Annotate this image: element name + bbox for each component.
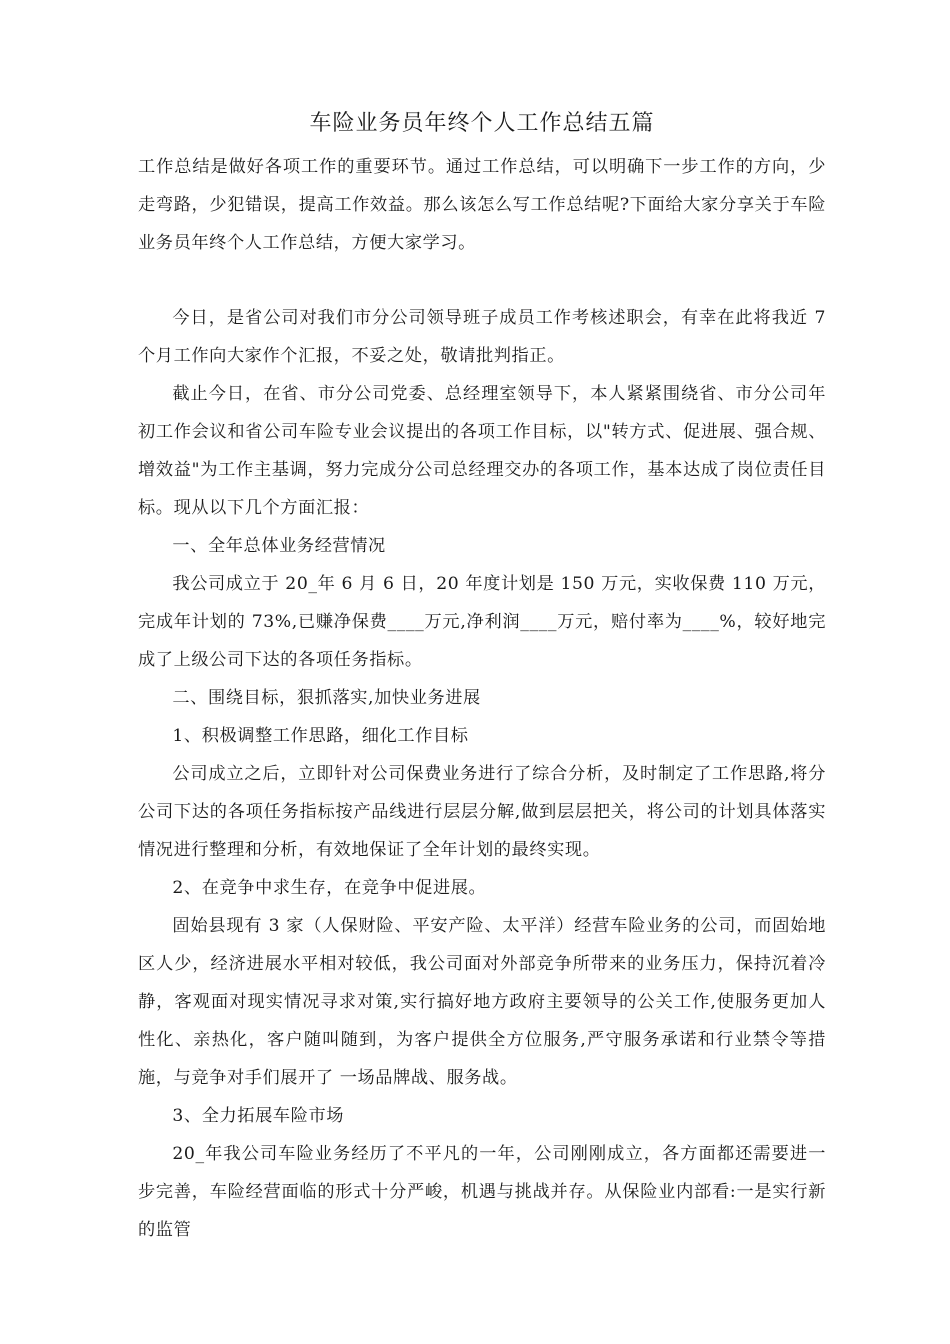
- subsection-heading: 3、全力拓展车险市场: [172, 1106, 345, 1126]
- paragraph: 公司成立之后，立即针对公司保费业务进行了综合分析，及时制定了工作思路,将分公司下达的各项任务指标按产品线进行层层分解,做到层层把关，将公司的计划具体落实情况进行整理和分析，有效地保证了全年计划的最终实现。: [138, 764, 826, 860]
- subsection-heading: 1、积极调整工作思路，细化工作目标: [172, 726, 469, 746]
- subsection-heading: 2、在竞争中求生存，在竞争中促进展。: [172, 878, 487, 898]
- intro-paragraph: 工作总结是做好各项工作的重要环节。通过工作总结，可以明确下一步工作的方向，少走弯路，少犯错误，提高工作效益。那么该怎么写工作总结呢?下面给大家分享关于车险业务员年终个人工作总结，方便大家学习。: [138, 157, 826, 253]
- section-heading: 二、围绕目标，狠抓落实,加快业务进展: [172, 688, 481, 708]
- paragraph: 我公司成立于 20_年 6 月 6 日，20 年度计划是 150 万元，实收保费 110 万元，完成年计划的 73%,已赚净保费____万元,净利润____万元，赔付率为____%，较好地完成了上级公司下达的各项任务指标。: [138, 574, 826, 670]
- paragraph: 今日，是省公司对我们市分公司领导班子成员工作考核述职会，有幸在此将我近 7 个月工作向大家作个汇报，不妥之处，敬请批判指正。: [138, 308, 826, 366]
- document-body: [138, 299, 826, 1249]
- document-title: 车险业务员年终个人工作总结五篇: [309, 111, 655, 136]
- paragraph: 固始县现有 3 家（人保财险、平安产险、太平洋）经营车险业务的公司，而固始地区人少，经济进展水平相对较低，我公司面对外部竞争所带来的业务压力，保持沉着冷静，客观面对现实情况寻求对策,实行搞好地方政府主要领导的公关工作,使服务更加人性化、亲热化，客户随叫随到，为客户提供全方位服务,严守服务承诺和行业禁令等措施，与竞争对手们展开了 一场品牌战、服务战。: [138, 916, 826, 1088]
- paragraph: 截止今日，在省、市分公司党委、总经理室领导下，本人紧紧围绕省、市分公司年初工作会议和省公司车险专业会议提出的各项工作目标，以"转方式、促进展、强合规、增效益"为工作主基调，努力完成分公司总经理交办的各项工作，基本达成了岗位责任目标。现从以下几个方面汇报：: [138, 384, 826, 518]
- paragraph: 20_年我公司车险业务经历了不平凡的一年，公司刚刚成立，各方面都还需要进一步完善，车险经营面临的形式十分严峻，机遇与挑战并存。从保险业内部看:一是实行新的监管: [138, 1144, 826, 1240]
- section-heading: 一、全年总体业务经营情况: [172, 536, 386, 556]
